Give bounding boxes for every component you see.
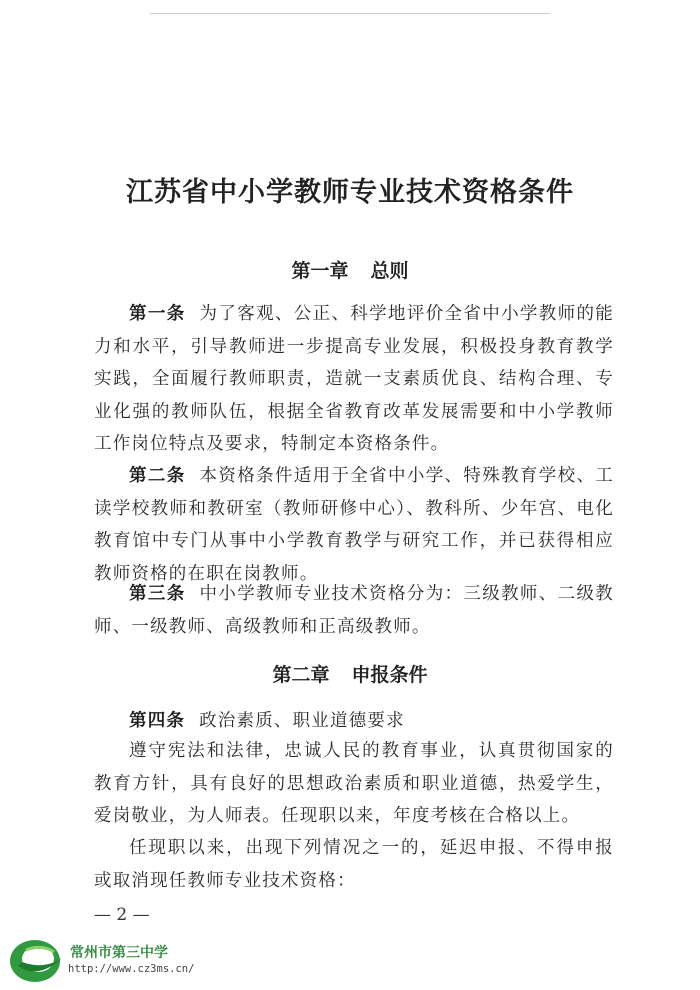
chapter-2-name: 申报条件 xyxy=(351,664,428,686)
document-title: 江苏省中小学教师专业技术资格条件 xyxy=(126,177,574,208)
paragraph-restrictions: 任现职以来，出现下列情况之一的，延迟申报、不得申报或取消现任教师专业技术资格： xyxy=(94,838,614,891)
article-4-text: 政治素质、职业道德要求 xyxy=(199,711,405,731)
watermark-url: http://www.cz3ms.cn/ xyxy=(68,963,195,975)
page-number: — 2 — xyxy=(94,905,150,925)
paragraph-conduct: 遵守宪法和法律，忠诚人民的教育事业，认真贯彻国家的教育方针，具有良好的思想政治素质和职业道德，热爱学生，爱岗敬业，为人师表。任现职以来，年度考核在合格以上。 xyxy=(94,741,614,826)
article-4-label: 第四条 xyxy=(129,711,186,731)
article-2-label: 第二条 xyxy=(129,466,186,486)
article-2-text: 本资格条件适用于全省中小学、特殊教育学校、工读学校教师和教研室（教师研修中心）、教科所、少年宫、电化教育馆中专门从事中小学教育教学与研究工作，并已获得相应教师资格的在职在岗教师。 xyxy=(94,466,614,584)
chapter-2-number: 第二章 xyxy=(272,664,330,686)
top-rule xyxy=(150,13,550,14)
school-watermark xyxy=(8,936,268,986)
article-1-text: 为了客观、公正、科学地评价全省中小学教师的能力和水平，引导教师进一步提高专业发展，积极投身教育教学实践，全面履行教师职责，造就一支素质优良、结构合理、专业化强的教师队伍，根据全省教育改革发展需要和中小学教师工作岗位特点及要求，特制定本资格条件。 xyxy=(94,304,614,454)
article-3-label: 第三条 xyxy=(129,584,186,604)
article-3 xyxy=(94,578,614,643)
chapter-1-name: 总则 xyxy=(370,260,409,282)
chapter-2-heading xyxy=(0,660,700,687)
article-2 xyxy=(94,460,614,590)
article-1-label: 第一条 xyxy=(129,304,186,324)
chapter-1-number: 第一章 xyxy=(291,260,349,282)
chapter-1-heading xyxy=(0,256,700,283)
school-logo-icon xyxy=(8,936,66,984)
article-1 xyxy=(94,298,614,461)
watermark-school-name: 常州市第三中学 xyxy=(70,945,168,961)
article-3-text: 中小学教师专业技术资格分为：三级教师、二级教师、一级教师、高级教师和正高级教师。 xyxy=(94,584,614,637)
article-4 xyxy=(94,705,614,738)
